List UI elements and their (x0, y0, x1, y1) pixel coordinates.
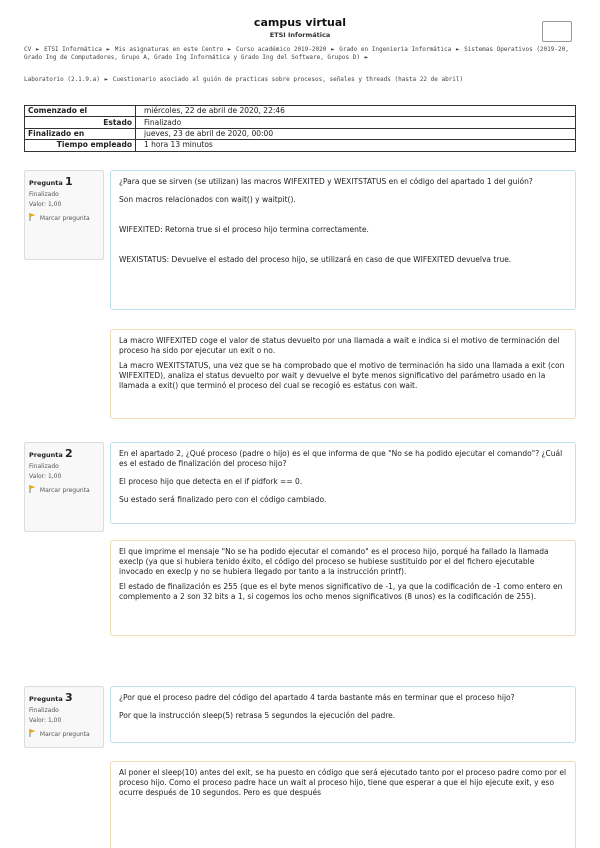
flag-label: Marcar pregunta (39, 215, 90, 222)
question-label: Pregunta (29, 695, 63, 703)
question-number: 2 (65, 447, 73, 460)
started-label: Comenzado el (25, 106, 136, 117)
summary-row-finished (25, 128, 576, 139)
question-2-number (29, 447, 99, 460)
started-value: miércoles, 22 de abril de 2020, 22:46 (136, 106, 576, 117)
question-3-content (110, 686, 576, 743)
login-button[interactable] (542, 21, 572, 42)
flag-icon (29, 213, 36, 221)
question-1-answer-line[interactable]: WIFEXITED: Retorna true si el proceso hijo termina correctamente. (119, 225, 369, 234)
attempt-summary-table (24, 105, 576, 152)
time-value: 1 hora 13 minutos (136, 140, 576, 151)
question-number: 3 (65, 691, 73, 704)
question-3-status: Finalizado (29, 707, 59, 714)
question-1-status: Finalizado (29, 191, 59, 198)
state-value: Finalizado (136, 117, 576, 128)
question-2-status: Finalizado (29, 463, 59, 470)
finished-label: Finalizado en (25, 128, 136, 139)
breadcrumb-separator: ► (104, 76, 109, 83)
flag-label: Marcar pregunta (39, 487, 90, 494)
question-1-text: ¿Para que se sirven (se utilizan) las macros WIFEXITED y WEXITSTATUS en el código del apartado 1 del guión? (119, 177, 533, 186)
question-number: 1 (65, 175, 73, 188)
question-2-info (24, 442, 104, 532)
breadcrumb-cv[interactable]: CV (24, 46, 32, 53)
flag-icon (29, 729, 36, 737)
question-2-answer-line[interactable]: Su estado será finalizado pero con el código cambiado. (119, 495, 327, 504)
question-3-feedback (110, 761, 576, 848)
feedback-paragraph: Al poner el sleep(10) antes del exit, se ha puesto en código que será ejecutado tanto por el proceso padre como por el proceso hijo. Como el proceso padre hace un wait al proceso hijo, tiene que esperar a que el hijo ejecute exit, y eso ocurre después de 10 segundos. Pero es que después (119, 768, 567, 797)
question-2-feedback (110, 540, 576, 636)
breadcrumb-separator: ► (364, 54, 369, 62)
question-3-info (24, 686, 104, 748)
question-1-answer-line[interactable]: Son macros relacionados con wait() y waitpit(). (119, 195, 296, 204)
question-3-number (29, 691, 99, 704)
summary-row-time (25, 140, 576, 151)
question-1-info (24, 170, 104, 260)
question-label: Pregunta (29, 451, 63, 459)
site-title[interactable]: campus virtual (253, 16, 347, 29)
flag-label: Marcar pregunta (39, 731, 90, 738)
breadcrumb-asignatura[interactable]: Sistemas Operativos (2019-20, Grado Ing de Computadores, Grupo A, Grado Ing Informática y Grado Ing del Software, Grupos D) (24, 46, 569, 62)
question-1-answer-line[interactable]: WEXISTATUS: Devuelve el estado del proceso hijo, se utilizará en caso de que WIFEXITED devuelva true. (119, 255, 512, 264)
site-subtitle: ETSI Informática (269, 31, 331, 39)
flag-icon (29, 485, 36, 493)
feedback-paragraph: El que imprime el mensaje "No se ha podido ejecutar el comando" es el proceso hijo, porqué ha fallado la llamada execlp (ya que si hubiera tenido éxito, el código del proceso se hubiese sustituido por el del fichero ejecutable invocado en execlp y no se hubiera llegado por tanto a la instrucción printf). (119, 547, 549, 576)
breadcrumb-line2 (24, 76, 584, 83)
breadcrumb-grado[interactable]: Grado en Ingeniería Informática (339, 46, 452, 53)
question-2-answer-line[interactable]: El proceso hijo que detecta en el if pidfork == 0. (119, 477, 303, 486)
flag-question-1-button[interactable] (29, 213, 99, 222)
breadcrumb-curso[interactable]: Curso académico 2019-2020 (236, 46, 327, 53)
summary-row-state (25, 117, 576, 128)
question-1-content (110, 170, 576, 310)
question-1-number (29, 175, 99, 188)
flag-question-2-button[interactable] (29, 485, 99, 494)
breadcrumb-asignaturas[interactable]: Mis asignaturas en este Centro (114, 46, 224, 53)
summary-row-started (25, 106, 576, 117)
breadcrumb-separator: ► (35, 46, 40, 53)
time-label: Tiempo empleado (25, 140, 136, 151)
question-3-value: Valor: 1,00 (29, 717, 62, 724)
feedback-paragraph: La macro WEXITSTATUS, una vez que se ha comprobado que el motivo de terminación ha sido una llamada a exit (con WIFEXITED), analiza el status devuelto por wait y devuelve el byte menos significativo del parámetro usado en la llamada a exit() que terminó el proceso del cual se recogió es estatus con wait. (119, 361, 565, 390)
question-3-answer-line[interactable]: Por que la instrucción sleep(5) retrasa 5 segundos la ejecución del padre. (119, 711, 396, 720)
question-3-text: ¿Por que el proceso padre del código del apartado 4 tarda bastante más en terminar que el proceso hijo? (119, 693, 515, 702)
question-1-feedback (110, 329, 576, 419)
feedback-paragraph: El estado de finalización es 255 (que es el byte menos significativo de -1, ya que la codificación de -1 como entero en complemento a 2 son 32 bits a 1, si cogemos los ocho menos significativos (8 unos) es la codificación de 255). (119, 582, 563, 601)
question-1-value: Valor: 1,00 (29, 201, 62, 208)
question-2-text: En el apartado 2, ¿Qué proceso (padre o hijo) es el que informa de que "No se ha podido ejecutar el comando"? ¿Cuál es el estado de finalización del proceso hijo? (119, 449, 563, 468)
breadcrumb-separator: ► (227, 46, 232, 53)
question-2-content (110, 442, 576, 524)
feedback-paragraph: La macro WIFEXITED coge el valor de status devuelto por una llamada a wait e indica si el motivo de terminación del proceso ha sido por ejecutar un exit o no. (119, 336, 560, 355)
flag-question-3-button[interactable] (29, 729, 99, 738)
breadcrumb (24, 46, 584, 63)
question-label: Pregunta (29, 179, 63, 187)
question-2-value: Valor: 1,00 (29, 473, 62, 480)
breadcrumb-separator: ► (106, 46, 111, 53)
breadcrumb-laboratorio[interactable]: Laboratorio (2.1.9.a) (24, 76, 100, 83)
breadcrumb-separator: ► (330, 46, 335, 53)
breadcrumb-etsi[interactable]: ETSI Informática (44, 46, 102, 53)
breadcrumb-separator: ► (455, 46, 460, 53)
breadcrumb-cuestionario[interactable]: Cuestionario asociado al guión de practicas sobre procesos, señales y threads (hasta 22 de abril) (112, 76, 464, 83)
page-header (0, 0, 600, 44)
finished-value: jueves, 23 de abril de 2020, 00:00 (136, 128, 576, 139)
state-label: Estado (25, 117, 136, 128)
